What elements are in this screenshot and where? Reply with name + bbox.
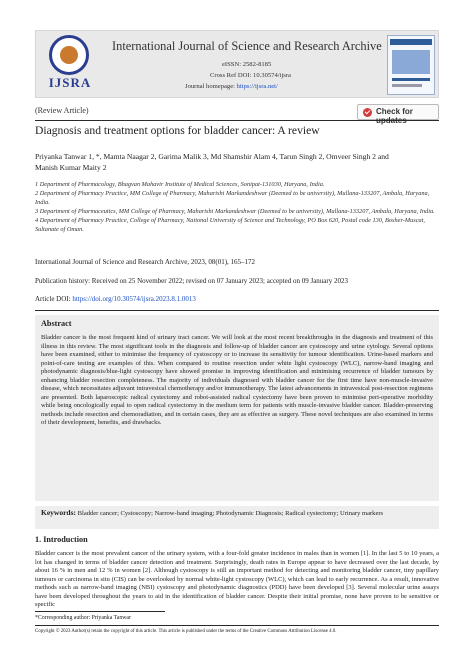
affiliation: 2 Department of Pharmacy Practice, MM College of Pharmacy, Maharishi Markandeshwar (Deemed to be university), Mullana-133207, Ambala, Haryana, India.	[35, 189, 430, 206]
logo-text: IJSRA	[48, 75, 92, 90]
copyright-notice: Copyright © 2023 Author(s) retain the copyright of this article. This article is published under the terms of the Creative Commons Attribution Liscense 4.0.	[35, 629, 337, 634]
crossref-doi: Cross Ref DOI: 10.30574/ijsra	[210, 72, 291, 79]
divider	[35, 310, 439, 311]
citation: International Journal of Science and Research Archive, 2023, 08(01), 165–172	[35, 258, 256, 266]
check-icon	[363, 108, 372, 117]
footnote-divider	[35, 611, 165, 612]
author-list	[35, 151, 439, 173]
affiliation: 3 Department of Pharmaceutics, MM College of Pharmacy, Maharishi Markandeshwar (Deemed to be university), Mullana-133207, Ambala, Haryana, India.	[35, 207, 435, 215]
journal-logo	[39, 35, 101, 95]
introduction-section	[35, 535, 439, 610]
doi-link[interactable]: https://doi.org/10.30574/ijsra.2023.8.1.0013	[72, 295, 196, 303]
article-title: Diagnosis and treatment options for bladder cancer: A review	[35, 124, 320, 137]
introduction-heading: 1. Introduction	[35, 535, 88, 544]
check-for-updates-button[interactable]	[357, 104, 439, 120]
abstract-text: Bladder cancer is the most frequent kind of urinary tract cancer. We will look at the most recent breakthroughs in the diagnosis and treatment of this illness in this review. The most significant tools in the diagnosis and follow-up of bladder cancer are cystoscopy and urine cytology. Several options have been examined, either to minimise the frequency of cystoscopy or to increase its sensitivity for tumour identification. Urine-based markers and point-of-care testing are examples of this. When compared to routine resection under white light cystoscopy (WLC), narrow-band imaging and photodynamic diagnosis/blue-light cystoscopy have showed promise in improving identification and minimising recurrence of bladder tumours by enhancing bladder resection completeness. The majority of individuals diagnosed with bladder cancer for the first time have non-muscle-invasive disease, which necessitates adjuvant intravesical chemotherapy and/or immunotherapy. The latest advancements in intravesical post-resection regimens are presented. Both laparoscopic radical cystectomy and robot-assisted radical cystectomy have been proven to minimise peri-operative morbidity while being oncologically equal to open radical cystectomy in the medium term for patients with muscle-invasive bladder cancer. Bladder-preserving methods include resection and chemoradiation, and in certain cases, they are as effective as surgery. These novel techniques are also examined in terms of their development, benefits, and drawbacks.	[41, 334, 433, 427]
introduction-text: Bladder cancer is the most prevalent cancer of the urinary system, with a four-fold greater incidence in males than in women [1]. In the last 5 to 10 years, a lot has changed in terms of bladder cancer detection and treatment. Surprisingly, death rates in Europe appear to have decreased over the last decade, by about 16 % in men and 12 % in women [2]. Although cystoscopy is still an important method for detecting and monitoring bladder cancer, tiny papillary tumours or carcinoma in situ (CIS) can be overlooked by normal white-light cystoscopy (WLC), which can lead to early recurrence. As a result, innovative methods such as narrow-band imaging (NBI) cystoscopy and photodynamic diagnostics (PDD) have been developed [3]. Several molecular urine assays have been developed throughout the years to aid in the identification of bladder cancer. Despite their initial promise, none have proven to be sensitive or specific	[35, 550, 439, 609]
keywords-box	[35, 506, 439, 529]
author-line: Priyanka Tanwar 1, *, Mamta Naagar 2, Garima Malik 3, Md Shamshir Alam 4, Tarun Singh 2, Omveer Singh 2 and	[35, 152, 389, 161]
abstract-box	[35, 315, 439, 501]
article-type: (Review Article)	[35, 106, 89, 115]
abstract-heading: Abstract	[41, 319, 72, 328]
divider	[35, 625, 439, 626]
keywords-label: Keywords:	[41, 508, 76, 517]
journal-title: International Journal of Science and Research Archive	[112, 39, 382, 53]
journal-homepage: Journal homepage: https://ijsra.net/	[185, 83, 278, 90]
journal-cover-image	[387, 35, 435, 95]
article-doi: Article DOI: https://doi.org/10.30574/ijsra.2023.8.1.0013	[35, 295, 196, 303]
corresponding-author: *Corresponding author: Priyanka Tanwar	[35, 615, 131, 621]
divider	[35, 120, 439, 121]
affiliation: 4 Department of Pharmacy Practice, College of Pharmacy, National University of Science and Technology, PO Box 620, Postal code 130, Bosher-Muscat, Sultanate of Oman.	[35, 216, 425, 233]
eissn: eISSN: 2582-8185	[222, 61, 272, 68]
keywords-text: Bladder cancer; Cystoscopy; Narrow-band imaging; Photodynamic Diagnosis; Radical cystectomy; Urinary markers	[76, 510, 384, 517]
affiliation: 1 Department of Pharmacology, Bhagvan Mahavir Institute of Medical Sciences, Sonipat-131030, Haryana, India.	[35, 181, 325, 188]
author-line: Manish Kumar Maity 2	[35, 163, 107, 173]
journal-header	[35, 30, 439, 98]
publication-history: Publication history: Received on 25 November 2022; revised on 07 January 2023; accepted on 09 January 2023	[35, 277, 348, 285]
check-for-updates-label: Check for	[376, 107, 413, 116]
affiliations	[35, 181, 439, 234]
homepage-link[interactable]: https://ijsra.net/	[236, 83, 278, 90]
